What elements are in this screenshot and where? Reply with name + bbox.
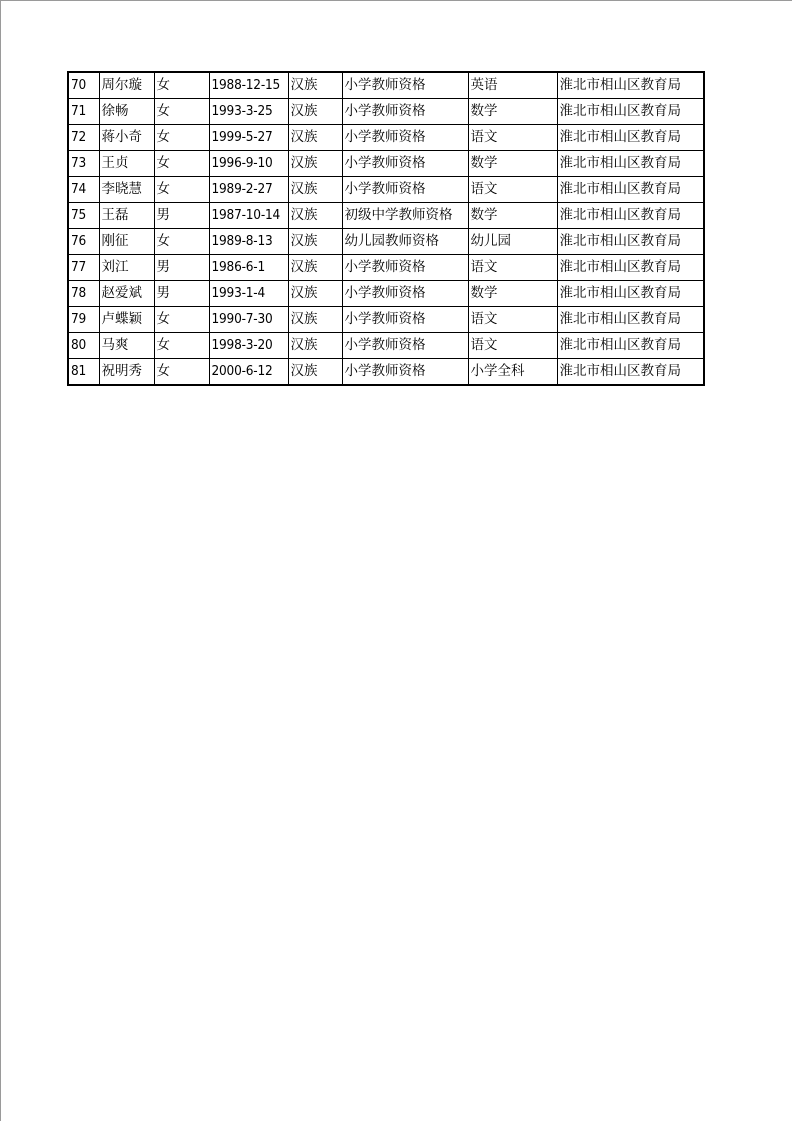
table-row (68, 359, 704, 386)
cell-birthdate: 1989-2-27 (209, 177, 288, 203)
cell-gender: 男 (154, 255, 209, 281)
cell-qualification: 小学教师资格 (342, 359, 468, 386)
cell-qualification: 初级中学教师资格 (342, 203, 468, 229)
cell-department: 淮北市相山区教育局 (557, 307, 704, 333)
roster-table-body (68, 72, 704, 385)
cell-birthdate: 1990-7-30 (209, 307, 288, 333)
cell-name: 王磊 (99, 203, 154, 229)
cell-ethnicity: 汉族 (288, 72, 342, 99)
cell-index: 81 (68, 359, 99, 386)
cell-name: 李晓慧 (99, 177, 154, 203)
cell-ethnicity: 汉族 (288, 177, 342, 203)
cell-department: 淮北市相山区教育局 (557, 281, 704, 307)
cell-department: 淮北市相山区教育局 (557, 359, 704, 386)
cell-department: 淮北市相山区教育局 (557, 177, 704, 203)
cell-gender: 男 (154, 203, 209, 229)
cell-gender: 女 (154, 229, 209, 255)
cell-department: 淮北市相山区教育局 (557, 151, 704, 177)
cell-subject: 幼儿园 (468, 229, 557, 255)
cell-subject: 语文 (468, 177, 557, 203)
cell-gender: 女 (154, 125, 209, 151)
cell-birthdate: 1989-8-13 (209, 229, 288, 255)
table-row (68, 177, 704, 203)
cell-birthdate: 1988-12-15 (209, 72, 288, 99)
table-row (68, 99, 704, 125)
cell-qualification: 小学教师资格 (342, 307, 468, 333)
cell-gender: 女 (154, 333, 209, 359)
cell-qualification: 小学教师资格 (342, 151, 468, 177)
cell-subject: 数学 (468, 281, 557, 307)
cell-department: 淮北市相山区教育局 (557, 255, 704, 281)
cell-index: 80 (68, 333, 99, 359)
cell-qualification: 小学教师资格 (342, 333, 468, 359)
cell-ethnicity: 汉族 (288, 229, 342, 255)
cell-ethnicity: 汉族 (288, 151, 342, 177)
cell-subject: 数学 (468, 99, 557, 125)
cell-index: 77 (68, 255, 99, 281)
table-row (68, 281, 704, 307)
cell-index: 73 (68, 151, 99, 177)
cell-subject: 数学 (468, 203, 557, 229)
cell-department: 淮北市相山区教育局 (557, 229, 704, 255)
cell-qualification: 小学教师资格 (342, 72, 468, 99)
cell-ethnicity: 汉族 (288, 307, 342, 333)
cell-index: 79 (68, 307, 99, 333)
cell-birthdate: 1987-10-14 (209, 203, 288, 229)
cell-qualification: 小学教师资格 (342, 281, 468, 307)
cell-birthdate: 1999-5-27 (209, 125, 288, 151)
cell-gender: 女 (154, 99, 209, 125)
cell-name: 马爽 (99, 333, 154, 359)
cell-birthdate: 1998-3-20 (209, 333, 288, 359)
cell-ethnicity: 汉族 (288, 333, 342, 359)
cell-name: 周尔璇 (99, 72, 154, 99)
cell-index: 70 (68, 72, 99, 99)
cell-birthdate: 1993-3-25 (209, 99, 288, 125)
cell-qualification: 幼儿园教师资格 (342, 229, 468, 255)
cell-birthdate: 2000-6-12 (209, 359, 288, 386)
table-row (68, 72, 704, 99)
cell-department: 淮北市相山区教育局 (557, 203, 704, 229)
cell-birthdate: 1986-6-1 (209, 255, 288, 281)
cell-ethnicity: 汉族 (288, 99, 342, 125)
table-row (68, 125, 704, 151)
cell-gender: 女 (154, 359, 209, 386)
cell-name: 蒋小奇 (99, 125, 154, 151)
cell-department: 淮北市相山区教育局 (557, 72, 704, 99)
cell-subject: 语文 (468, 333, 557, 359)
table-row (68, 307, 704, 333)
cell-department: 淮北市相山区教育局 (557, 125, 704, 151)
table-row (68, 255, 704, 281)
cell-birthdate: 1993-1-4 (209, 281, 288, 307)
cell-ethnicity: 汉族 (288, 281, 342, 307)
cell-gender: 女 (154, 307, 209, 333)
cell-subject: 语文 (468, 255, 557, 281)
cell-qualification: 小学教师资格 (342, 255, 468, 281)
cell-index: 76 (68, 229, 99, 255)
cell-birthdate: 1996-9-10 (209, 151, 288, 177)
cell-gender: 女 (154, 177, 209, 203)
cell-gender: 女 (154, 72, 209, 99)
cell-index: 71 (68, 99, 99, 125)
cell-subject: 语文 (468, 125, 557, 151)
cell-qualification: 小学教师资格 (342, 125, 468, 151)
cell-subject: 语文 (468, 307, 557, 333)
cell-name: 徐畅 (99, 99, 154, 125)
cell-qualification: 小学教师资格 (342, 177, 468, 203)
cell-index: 75 (68, 203, 99, 229)
cell-subject: 英语 (468, 72, 557, 99)
roster-table (67, 71, 705, 386)
table-row (68, 151, 704, 177)
cell-index: 74 (68, 177, 99, 203)
cell-department: 淮北市相山区教育局 (557, 333, 704, 359)
table-row (68, 333, 704, 359)
cell-name: 王贞 (99, 151, 154, 177)
cell-department: 淮北市相山区教育局 (557, 99, 704, 125)
table-row (68, 229, 704, 255)
cell-index: 72 (68, 125, 99, 151)
cell-ethnicity: 汉族 (288, 255, 342, 281)
table-row (68, 203, 704, 229)
cell-name: 刚征 (99, 229, 154, 255)
cell-ethnicity: 汉族 (288, 203, 342, 229)
cell-ethnicity: 汉族 (288, 125, 342, 151)
cell-index: 78 (68, 281, 99, 307)
cell-name: 卢蝶颖 (99, 307, 154, 333)
cell-gender: 女 (154, 151, 209, 177)
cell-qualification: 小学教师资格 (342, 99, 468, 125)
cell-ethnicity: 汉族 (288, 359, 342, 386)
cell-subject: 数学 (468, 151, 557, 177)
cell-gender: 男 (154, 281, 209, 307)
cell-subject: 小学全科 (468, 359, 557, 386)
cell-name: 刘江 (99, 255, 154, 281)
cell-name: 赵爱斌 (99, 281, 154, 307)
cell-name: 祝明秀 (99, 359, 154, 386)
